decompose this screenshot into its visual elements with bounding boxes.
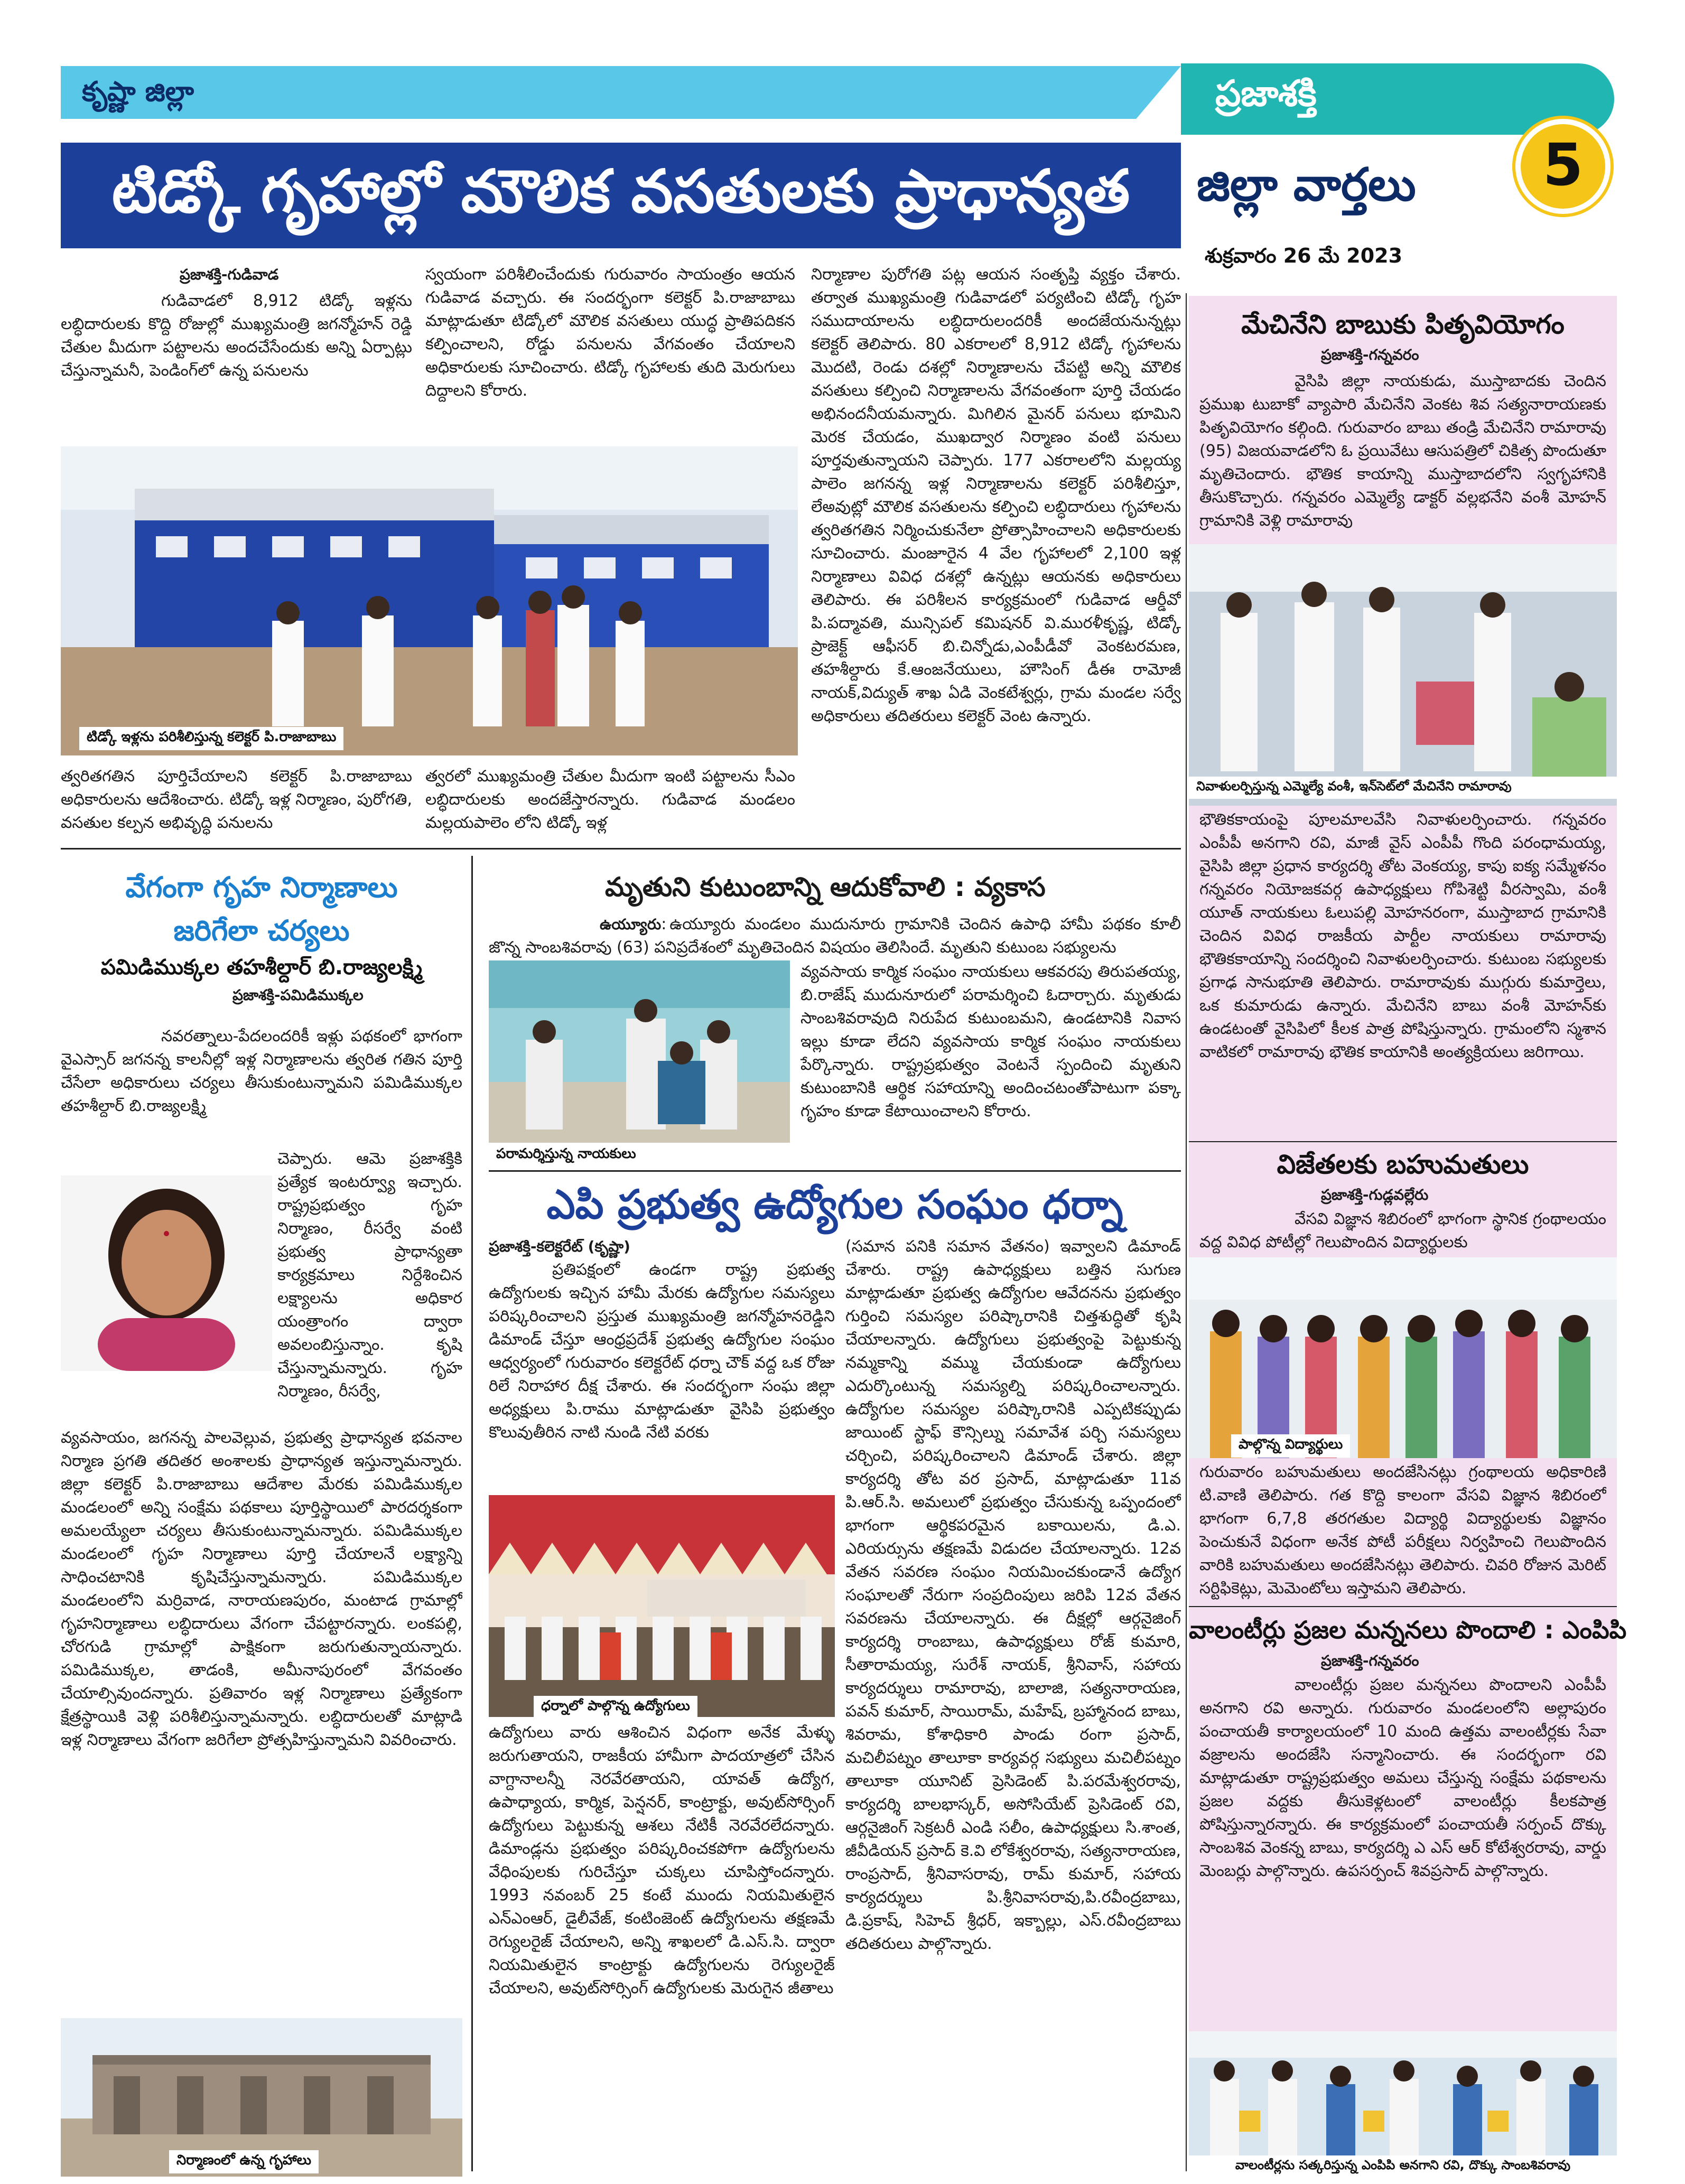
district-tab	[61, 66, 1181, 119]
lead-col1: గుడివాడలో 8,912 టిడ్కో ఇళ్లను లబ్ధిదారులకు కొద్ది రోజుల్లో ముఖ్యమంత్రి జగన్మోహన్ రెడ్డి చేతుల మీదుగా పట్టాలను అందచేసేందుకు అన్ని ఏర్పాట్లు చేస్తున్నామనీ, పెండింగ్‌లో ఉన్న పనులను	[61, 292, 412, 380]
left-column-rule	[471, 856, 473, 2171]
prizes-cont: గురువారం బహుమతులు అందజేసినట్లు గ్రంథాలయ అధికారిణి టి.వాణి తెలిపారు. గత కొద్ది కాలంగా వేసవి విజ్ఞాన శిబిరంలో భాగంగా 6,7,8 తరగతుల విద్యార్థి విద్యార్థులకు విజ్ఞానం పెంచుకునే విధంగా అనేక పోటీ పరీక్షలు నిర్వహించి గెలుపొందిన వారికి బహుమతులు అందజేసినట్లు తెలిపారు. చివరి రోజున మెరిట్ సర్టిఫికెట్లు, మెమెంటోలు ఇస్తామని తెలిపారు.	[1199, 1463, 1606, 1598]
obituary-body: వైసిపి జిల్లా నాయకుడు, ముస్తాబాదకు చెందిన ప్రముఖ టుబాకో వ్యాపారి మేచినేని వెంకట శివ సత్యనారాయణకు పితృవియోగం కల్గింది. గురువారం బాబు తండ్రి మేచినేని రామారావు (95) విజయవాడలోని ఓ ప్రయివేటు ఆసుపత్రిలో చికిత్స పొందుతూ మృతిచెందారు. భౌతిక కాయాన్ని ముస్తాబాదలోని స్వగృహానికి తీసుకొచ్చారు. గన్నవరం ఎమ్మెల్యే డాక్టర్ వల్లభనేని వంశీ మోహన్ గ్రామానికి వెళ్లి రామారావు	[1199, 372, 1606, 530]
prizes-dateline-text: ప్రజాశక్తి-గుడ్లవల్లేరు	[1321, 1186, 1429, 1203]
lead-photo	[61, 446, 798, 755]
obituary-photo	[1189, 544, 1617, 806]
lead-below-col2: త్వరలో ముఖ్యమంత్రి చేతుల మీదుగా ఇంటి పట్టాలను సీఎం లబ్ధిదారులకు అందజేస్తారన్నారు. గుడివాడ మండలం మల్లయపాలెం లోని టిడ్కో ఇళ్ల	[425, 767, 795, 832]
dharna-photo	[489, 1495, 835, 1717]
volunteers-photo-caption: వాలంటీర్లను సత్కరిస్తున్న ఎంపిపి అనగాని రవి, దొక్కు సాంబశివరావు	[1189, 2155, 1617, 2178]
lead-below-col1: త్వరితగతిన పూర్తిచేయాలని కలెక్టర్ పి.రాజాబాబు అధికారులను ఆదేశించారు. టిడ్కో ఇళ్ల నిర్మాణం, పురోగతి, వసతుల కల్పన అభివృద్ధి పనులను	[61, 767, 412, 832]
dharna-dateline-text: ప్రజాశక్తి-కలెక్టరేట్ (కృష్ణా)	[489, 1238, 630, 1255]
dharna-dateline	[489, 1235, 859, 1258]
tahsildar-portrait-image	[61, 1175, 272, 1371]
housing-beside: చెప్పారు. ఆమె ప్రజాశక్తికి ప్రత్యేక ఇంటర్వ్యూ ఇచ్చారు. రాష్ట్రప్రభుత్వం గృహ నిర్మాణం, రీసర్వే వంటి ప్రభుత్వ ప్రాధాన్యతా కార్యక్రమాలు నిర్దేశించిన లక్ష్యాలను అధికార యంత్రాంగం ద్వారా అవలంబిస్తున్నాం. కృషి చేస్తున్నామన్నారు. గృహ నిర్మాణం, రీసర్వే,	[277, 1150, 462, 1401]
dharna-col1: ప్రతిపక్షంలో ఉండగా రాష్ట్ర ప్రభుత్వ ఉద్యోగులకు ఇచ్చిన హామీ మేరకు ఉద్యోగుల సమస్యలు పరిష్కరించాలని ప్రస్తుత ముఖ్యమంత్రి జగన్మోహనరెడ్డిని డిమాండ్ చేస్తూ ఆంధ్రప్రదేశ్ ప్రభుత్వ ఉద్యోగుల సంఘం ఆధ్వర్యంలో గురువారం కలెక్టరేట్ ధర్నా చౌక్ వద్ద ఒక రోజు రిలే నిరాహార దీక్ష చేశారు. ఈ సందర్భంగా సంఘ జిల్లా అధ్యక్షులు పి.రాము మాట్లాడుతూ వైసిపి ప్రభుత్వం కొలువుతీరిన నాటి నుండి నేటి వరకు	[489, 1261, 835, 1442]
bereavement-photo-caption: పరామర్శిస్తున్న నాయకులు	[489, 1144, 644, 1167]
tahsildar-portrait	[61, 1175, 272, 1371]
lead-photo-caption: టిడ్కో ఇళ్లను పరిశీలిస్తున్న కలెక్టర్ పి.రాజాబాబు	[79, 727, 343, 750]
lead-photo-image	[61, 446, 798, 755]
lead-bottom-rule	[61, 848, 1181, 850]
volunteers-dateline	[1321, 1649, 1585, 1673]
dharna-col1b: ఉద్యోగులు వారు ఆశించిన విధంగా అనేక మేళ్ళు జరుగుతాయని, రాజకీయ హామీగా పాదయాత్రలో చేసిన వాగ్దానాలన్నీ నెరవేరతాయని, యావత్ ఉద్యోగ, ఉపాధ్యాయ, కార్మిక, పెన్షనర్, కాంట్రాక్టు, అవుట్‌సోర్సింగ్ ఉద్యోగులు పెట్టుకున్న ఆశలు నేటికీ నెరవేరలేదన్నారు. డిమాండ్లను ప్రభుత్వం పరిష్కరించకపోగా ఉద్యోగులను వేధింపులకు గురిచేస్తూ చుక్కలు చూపిస్తోందన్నారు. 1993 నవంబర్ 25 కంటే ముందు నియమితులైన ఎన్ఎంఆర్, డైలీవేజ్, కంటింజెంట్ ఉద్యోగులను తక్షణమే రెగ్యులరైజ్ చేయాలని, అన్ని శాఖలలో డి.ఎస్.సి. ద్వారా నియమితులైన కాంట్రాక్టు ఉద్యోగులను రెగ్యులరైజ్ చేయాలని, అవుట్‌సోర్సింగ్ ఉద్యోగులకు మెరుగైన జీతాలు	[489, 1723, 835, 1998]
housing-headline-1: వేగంగా గృహ నిర్మాణాలు	[125, 871, 398, 904]
bereavement-photo-image	[489, 960, 790, 1143]
page-number: 5	[1542, 131, 1584, 199]
bereavement-dateline: ఉయ్యూరు	[600, 916, 662, 933]
district-tab-bg	[61, 66, 1181, 119]
bereavement-intro-text: ఉయ్యూరు మండలం ముదునూరు గ్రామానికి చెందిన ఉపాధి హామీ పథకం కూలీ జొన్న సాంబశివరావు (63) పనిప్రదేశంలో మృతిచెందిన విషయం తెలిసిందే. మృతుని కుటుంబ సభ్యులను	[489, 915, 1181, 957]
housing-body: వ్యవసాయం, జగనన్న పాలవెల్లువ, ప్రభుత్వ ప్రాధాన్యత భవనాల నిర్మాణ ప్రగతి తదితర అంశాలకు ప్రాధాన్యత ఇస్తున్నామన్నారు. జిల్లా కలెక్టర్ పి.రాజాబాబు ఆదేశాల మేరకు పమిడిముక్కల మండలంలో అన్ని సంక్షేమ పథకాలు పూర్తిస్థాయిలో పారదర్శకంగా అమలయ్యేలా చర్యలు తీసుకుంటున్నామన్నారు. పమిడిముక్కల మండలంలో గృహ నిర్మాణాలు పూర్తి చేయాలనే లక్ష్యాన్ని సాధించటానికి కృషిచేస్తున్నామన్నారు. పమిడిముక్కల మండలంలోని మర్రివాడ, నారాయణపురం, మంటాడ గ్రామాల్లో గృహనిర్మాణాలు లబ్ధిదారులు వేగంగా చేపట్టారన్నారు. లంకపల్లి, చోరగుడి గ్రామాల్లో పాక్షికంగా జరుగుతున్నాయన్నారు. పమిడిముక్కల, తాడంకి, అమీనాపురంలో వేగవంతం చేయాల్సివుందన్నారు. ప్రతివారం ఇళ్ల నిర్మాణాలు ప్రత్యేకంగా క్షేత్రస్థాయికి వెళ్లి పరిశీలిస్తున్నామన్నారు. లబ్ధిదారులతో మాట్లాడి ఇళ్ల నిర్మాణాలు వేగంగా జరిగేలా ప్రోత్సహిస్తున్నామని వివరించారు.	[61, 1429, 462, 1749]
lead-dateline	[180, 263, 423, 286]
volunteers-photo	[1189, 2031, 1617, 2163]
bereavement-photo	[489, 960, 790, 1143]
dharna-photo-image	[489, 1495, 835, 1717]
volunteers-dateline-text: ప్రజాశక్తి-గన్నవరం	[1321, 1652, 1419, 1669]
brand-name: ప్రజాశక్తి	[1215, 73, 1317, 115]
obituary-photo-caption: నివాళులర్పిస్తున్న ఎమ్మెల్యే వంశీ, ఇన్‌సెట్‌లో మేచినేని రామారావు	[1189, 777, 1617, 799]
issue-date: శుక్రవారం 26 మే 2023	[1205, 244, 1403, 267]
volunteers-photo-image	[1189, 2031, 1617, 2163]
housing-dateline	[232, 984, 454, 1007]
prizes-body: వేసవి విజ్ఞాన శిబిరంలో భాగంగా స్థానిక గ్రంథాలయం వద్ద వివిధ పోటీల్లో గెలుపొందిన విద్యార్థులకు	[1199, 1210, 1606, 1252]
housing-photo-caption: నిర్మాణంలో ఉన్న గృహాలు	[169, 2150, 319, 2173]
dharna-col2: (సమాన పనికి సమాన వేతనం) ఇవ్వాలని డిమాండ్ చేశారు. రాష్ట్ర ఉపాధ్యక్షులు బత్తిన సుగుణ మాట్లాడుతూ ప్రభుత్వ ఉద్యోగుల ఆవేదనను ప్రభుత్వం గుర్తించి సమస్యల పరిష్కారానికి చిత్తశుద్ధితో కృషి చేయాలన్నారు. ఉద్యోగులు ప్రభుత్వంపై పెట్టుకున్న నమ్మకాన్ని వమ్ము చేయకుండా ఉద్యోగులు ఎదుర్కొంటున్న సమస్యల్ని పరిష్కరించాలన్నారు. ఉద్యోగుల సమస్యల పరిష్కారానికి ఎప్పటికప్పుడు జాయింట్ స్టాఫ్ కౌన్సిల్ను సమావేశ పర్చి సమస్యలు చర్చించి, పరిష్కరించాలని డిమాండ్ చేశారు. జిల్లా కార్యదర్శి తోట వర ప్రసాద్, మాట్లాడుతూ 11వ పి.ఆర్.సి. అమలులో ప్రభుత్వం చేసుకున్న ఒప్పందంలో భాగంగా ఆర్థికపరమైన బకాయిలను, డి.ఎ. ఎరియర్సును తక్షణమే విడుదల చేయాలన్నారు. 12వ వేతన సవరణ సంఘం నియమించకుండానే ఉద్యోగ సంఘాలతో నేరుగా సంప్రదింపులు జరిపి 12వ వేతన సవరణను చేయాలన్నారు. ఈ దీక్షల్లో ఆర్గనైజింగ్ కార్యదర్శి రాంబాబు, ఉపాధ్యక్షులు రోజ్ కుమారి, సీతారామయ్య, సురేశ్ నాయక్, శ్రీనివాస్, సహాయ కార్యదర్శులు రామారావు, బాలాజి, సత్యనారాయణ, పవన్ కుమార్, సాయిరామ్, మహేష్, బ్రహ్మానంద బాబు, శివరామ, కోశాధికారి పాండు రంగా ప్రసాద్, మచిలీపట్నం తాలూకా కార్యవర్గ సభ్యులు మచిలీపట్నం తాలూకా యూనిట్ ప్రెసిడెంట్ పి.పరమేశ్వరరావు, కార్యదర్శి బాలభాస్కర్, అసోసియేట్ ప్రెసిడెంట్ రవి, ఆర్గనైజింగ్ సెక్రటరీ ఎండి సలీం, ఉపాధ్యక్షులు సి.శాంత, జీవీడియన్ ప్రసాద్ కె.వి లోకేశ్వరరావు, సత్యనారాయణ, రాంప్రసాద్, శ్రీనివాసరావు, రామ్ కుమార్, సహాయ కార్యదర్శులు పి.శ్రీనివాసరావు,పి.రవీంద్రబాబు, డి.ప్రకాష్, సిహెచ్ శ్రీధర్, ఇక్బాల్లు, ఎస్.రవీంద్రబాబు తదితరులు పాల్గొన్నారు.	[845, 1237, 1181, 1953]
prizes-photo-caption: పాల్గొన్న విద్యార్థులు	[1231, 1434, 1350, 1458]
obituary-photo-image	[1189, 544, 1617, 806]
bereavement-headline: మృతుని కుటుంబాన్ని ఆదుకోవాలి : వ్యకాస	[605, 872, 1046, 902]
volunteers-headline: వాలంటీర్లు ప్రజల మన్ననలు పొందాలి : ఎంపిపి	[1189, 1616, 1627, 1644]
bereavement-intro	[489, 913, 1181, 960]
bereavement-body: వ్యవసాయ కార్మిక సంఘం నాయకులు ఆకవరపు తిరుపతయ్య, బి.రాజేష్ ముదునూరులో పరామర్శించి ఓదార్చారు. మృతుడు సాంబశివరావుది నిరుపేద కుటుంబమని, ఉండటానికి నివాస ఇల్లు కూడా లేదని వ్యవసాయ కార్మిక సంఘం నాయకులు పేర్కొన్నారు. రాష్ట్రప్రభుత్వం వెంటనే స్పందించి మృతుని కుటుంబానికి ఆర్థిక సహాయాన్ని అందించటంతోపాటుగా పక్కా గృహం కూడా కేటాయించాలని కోరారు.	[800, 963, 1181, 1121]
volunteers-body: వాలంటీర్లు ప్రజల మన్ననలు పొందాలని ఎంపీపీ అనగాని రవి అన్నారు. గురువారం మండలంలోని అల్లాపురం పంచాయతీ కార్యాలయంలో 10 మంది ఉత్తమ వాలంటీర్లకు సేవా వజ్రాలను అందజేసి సన్మానించారు. ఈ సందర్భంగా రవి మాట్లాడుతూ రాష్ట్రప్రభుత్వం అమలు చేస్తున్న సంక్షేమ పథకాలను ప్రజల వద్దకు తీసుకెళ్లటంలో వాలంటీర్లు కీలకపాత్ర పోషిస్తున్నారన్నారు. ఈ కార్యక్రమంలో పంచాయతీ సర్పంచ్ దొక్కు సాంబశివ వెంకన్న బాబు, కార్యదర్శి ఎ ఎస్ ఆర్ కోటేశ్వరరావు, వార్డు మెంబర్లు పాల్గొన్నారు. ఉపసర్పంచ్ శివప్రసాద్ పాల్గొన్నారు.	[1199, 1676, 1606, 1880]
obituary-dateline	[1321, 343, 1585, 367]
housing-dateline-text: ప్రజాశక్తి-పమిడిముక్కల	[232, 986, 364, 1004]
housing-intro: నవరత్నాలు-పేదలందరికీ ఇళ్లు పథకంలో భాగంగా వైఎస్సార్ జగనన్న కాలనీల్లో ఇళ్ల నిర్మాణాలను త్వరిత గతిన పూర్తి చేసేలా అధికారులు చర్యలు తీసుకుంటున్నామని పమిడిముక్కల తహశీల్దార్ బి.రాజ్యలక్ష్మి	[61, 1027, 462, 1115]
dharna-photo-caption: ధర్నాలో పాల్గొన్న ఉద్యోగులు	[534, 1696, 697, 1719]
prizes-dateline	[1321, 1183, 1585, 1207]
dharna-headline: ఎపి ప్రభుత్వ ఉద్యోగుల సంఘం ధర్నా	[546, 1181, 1123, 1228]
prizes-headline: విజేతలకు బహుమతులు	[1277, 1149, 1529, 1180]
lead-col3: నిర్మాణాల పురోగతి పట్ల ఆయన సంతృప్తి వ్యక్తం చేశారు. తర్వాత ముఖ్యమంత్రి గుడివాడలో పర్యటించి టిడ్కో గృహ సముదాయాలను లబ్ధిదారులందరికీ అందజేయనున్నట్లు కలెక్టర్ తెలిపారు. 80 ఎకరాలలో 8,912 టిడ్కో గృహాలను మొదటి, రెండు దశల్లో నిర్మాణాలను చేపట్టి అన్ని మౌలిక వసతులు కల్పించి నిర్మాణాలను వేగవంతంగా పూర్తి చేయడం అభినందనీయమన్నారు. మిగిలిన మైనర్ పనులు భూమిని మెరక చేయడం, ముఖద్వార నిర్మాణం వంటి పనులు పూర్తవుతున్నాయని చెప్పారు. 177 ఎకరాలలోని మల్లయ్య పాలెం జగనన్న ఇళ్ల నిర్మాణాలను కలెక్టర్ పరిశీలిస్తూ, లేఅవుట్లో మౌలిక వసతులను కల్పించి లబ్ధిదారులు గృహాలను త్వరితగతిన నిర్మించుకునేలా ప్రోత్సాహించాలని అధికారులకు సూచించారు. మంజూరైన 4 వేల గృహాలలో 2,100 ఇళ్ల నిర్మాణాలు వివిధ దశల్లో ఉన్నట్లు ఆయనకు అధికారులు తెలిపారు. ఈ పరిశీలన కార్యక్రమంలో గుడివాడ ఆర్డీవో పి.పద్మావతి, మున్సిపల్ కమిషనర్ వి.మురళీకృష్ణ, టిడ్కో ప్రాజెక్ట్ ఆఫీసర్ బి.చిన్నోడు,ఎంపీడీవో వెంకటరమణ, తహశీల్దారు కే.ఆంజనేయులు, హౌసింగ్ డీఈ రామోజీ నాయక్,విద్యుత్ శాఖ ఏడి వెంకటేశ్వర్లు, గ్రామ మండల సర్వే అధికారులు తదితరులు కలెక్టర్ వెంట ఉన్నారు.	[811, 265, 1181, 725]
prizes-photo	[1189, 1257, 1617, 1458]
lead-dateline-text: ప్రజాశక్తి-గుడివాడ	[180, 266, 279, 283]
bereavement-bottom-rule	[489, 1170, 1181, 1172]
housing-headline-2: జరిగేలా చర్యలు	[173, 914, 350, 947]
section-label: జిల్లా వార్తలు	[1197, 158, 1416, 211]
lead-headline: టిడ్కో గృహాల్లో మౌలిక వసతులకు ప్రాధాన్యత	[111, 157, 1130, 226]
obituary-dateline-text: ప్రజాశక్తి-గన్నవరం	[1321, 346, 1419, 363]
housing-subhead: పమిడిముక్కల తహశీల్దార్ బి.రాజ్యలక్ష్మి	[100, 955, 423, 979]
lead-col2: స్వయంగా పరిశీలించేందుకు గురువారం సాయంత్రం ఆయన గుడివాడ వచ్చారు. ఈ సందర్భంగా కలెక్టర్ పి.రాజాబాబు మాట్లాడుతూ టిడ్కోలో మౌలిక వసతులు యుద్ధ ప్రాతిపదికన కల్పించాలని, రోడ్డు పనులను వేగవంతం చేయాలని అధికారులకు సూచించారు. టిడ్కో గృహాలకు తుది మెరుగులు దిద్దాలని కోరారు.	[425, 265, 795, 400]
main-sidebar-rule	[1186, 293, 1187, 2171]
obituary-cont: భౌతికకాయంపై పూలమాలవేసి నివాళులర్పించారు. గన్నవరం ఎంపీపీ అనగాని రవి, మాజీ వైస్ ఎంపీపీ గొంది పరంధామయ్య, వైసిపి జిల్లా ప్రధాన కార్యదర్శి తోట వెంకయ్య, కాపు ఐక్య సమ్మేళనం గన్నవరం నియోజకవర్గ ఉపాధ్యక్షులు గోపిశెట్టి వీరస్వామి, వంశీ యూత్ నాయకులు ఓలుపల్లి మోహనరంగా, ముస్తాబాద గ్రామానికి చెందిన వివిధ రాజకీయ పార్టీల నాయకులు రామారావు భౌతికకాయాన్ని సందర్శించి నివాళులర్పించారు. కుటుంబ సభ్యులకు ప్రగాఢ సానుభూతి తెలిపారు. రామారావుకు ముగ్గురు కుమార్తెలు, ఒక కుమారుడు ఉన్నారు. మేచినేని బాబు వంశీ మోహన్‌కు ఉండటంతో వైసిపిలో కీలక పాత్ర పోషిస్తున్నారు. గ్రామంలోని స్మశాన వాటికలో రామారావు భౌతిక కాయానికి అంత్యక్రియలు జరిగాయి.	[1199, 810, 1606, 1061]
prizes-photo-image	[1189, 1257, 1617, 1458]
prizes-bottom-rule	[1189, 1606, 1617, 1607]
obituary-headline: మేచినేని బాబుకు పితృవియోగం	[1241, 309, 1565, 340]
bereavement-dateline-colon: :	[661, 915, 667, 934]
district-tab-label: కృష్ణా జిల్లా	[82, 76, 194, 108]
obituary-bottom-rule	[1189, 1141, 1617, 1142]
